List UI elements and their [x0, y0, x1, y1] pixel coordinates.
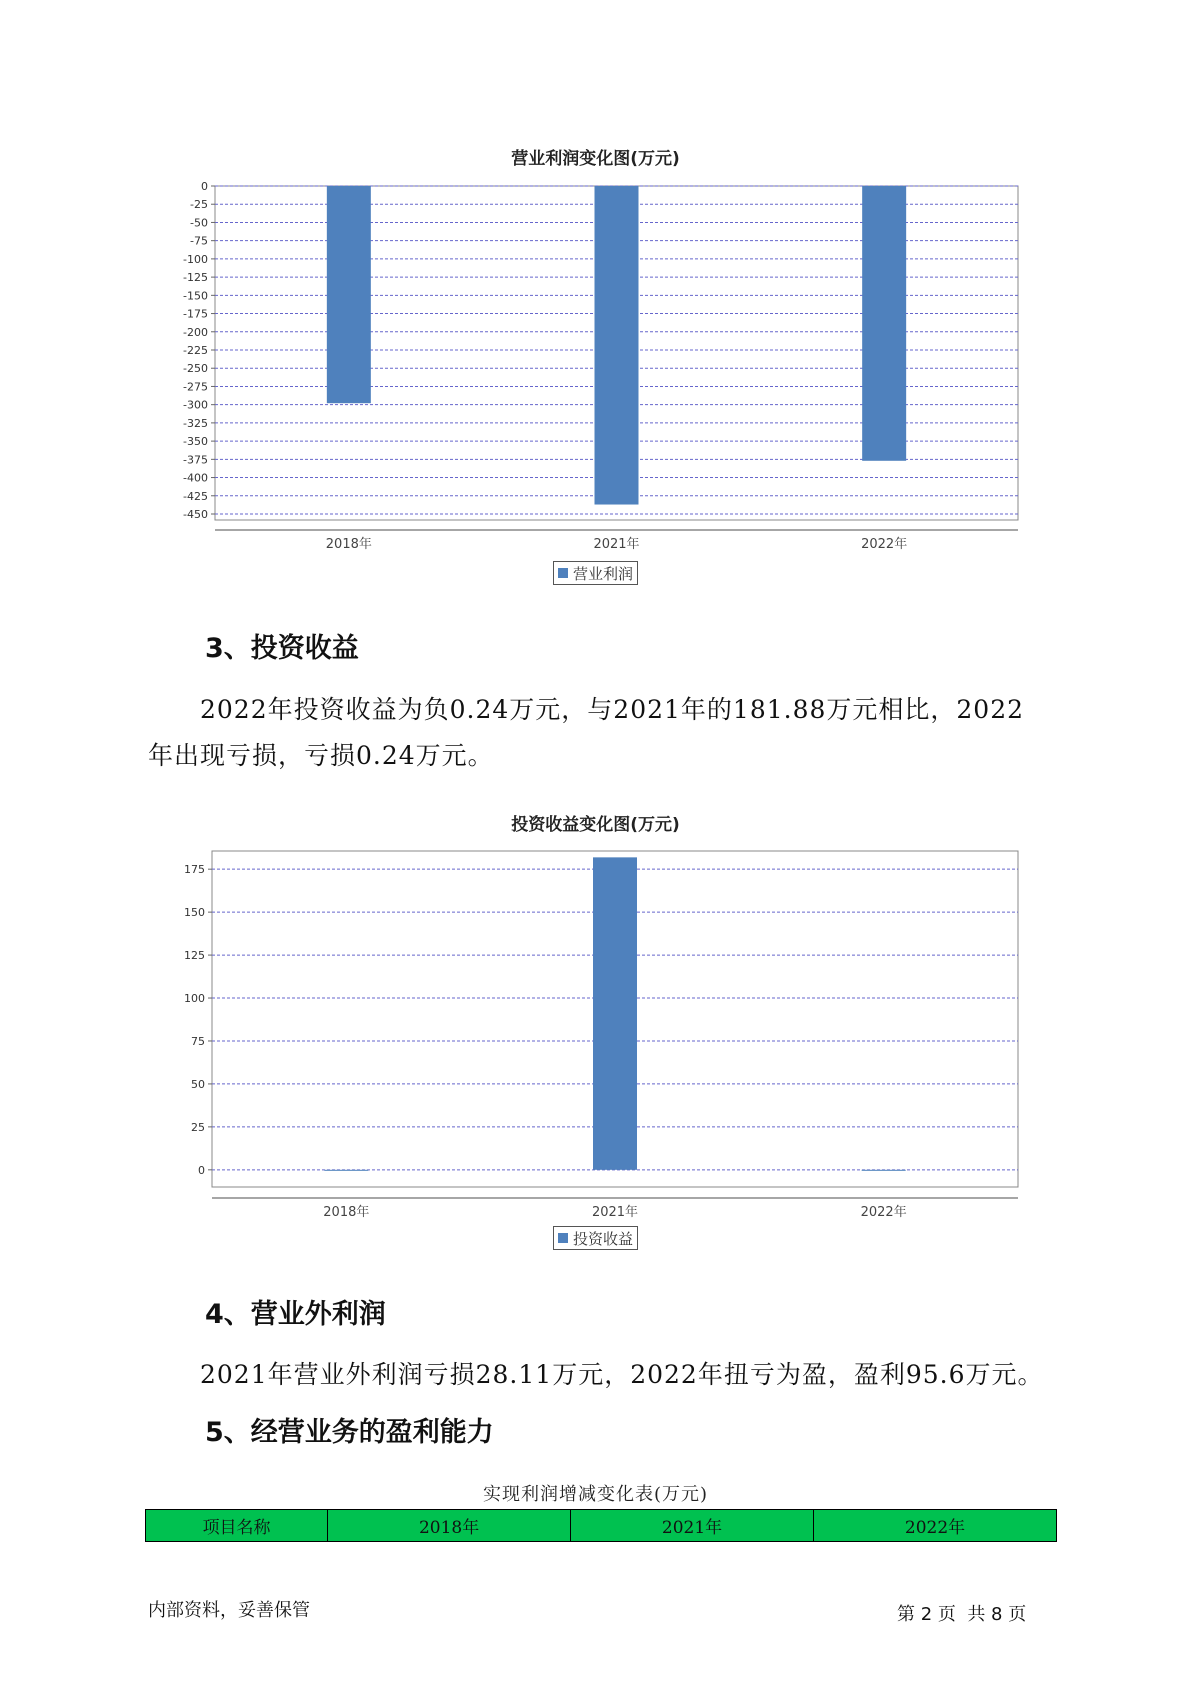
y-tick-label: -300 — [183, 398, 208, 412]
chart-2-legend-label: 投资收益 — [573, 1229, 634, 1248]
chart-1-title: 营业利润变化图(万元) — [511, 149, 680, 169]
table-header-cell: 项目名称 — [146, 1510, 328, 1542]
bar-2021年 — [593, 857, 637, 1169]
y-tick-label: 0 — [198, 1163, 205, 1177]
y-tick-label: -450 — [183, 508, 208, 521]
footer-confidential: 内部资料，妥善保管 — [148, 1600, 310, 1621]
x-tick-label: 2022年 — [861, 537, 908, 552]
section-4-text: 2021年营业外利润亏损28.11万元，2022年扭亏为盈，盈利95.6万元。 — [200, 1360, 1044, 1389]
y-tick-label: -425 — [183, 489, 208, 503]
y-tick-label: -275 — [183, 380, 208, 394]
y-tick-label: -50 — [190, 216, 208, 230]
table-header-cell: 2018年 — [328, 1510, 571, 1542]
profit-change-table — [145, 1509, 1057, 1542]
y-tick-label: 125 — [184, 949, 205, 963]
y-tick-label: 150 — [184, 906, 205, 920]
y-tick-label: 175 — [184, 863, 205, 877]
footer-page-number: 第 2 页 共 8 页 — [897, 1604, 1027, 1625]
x-tick-label: 2021年 — [591, 1205, 639, 1220]
y-tick-label: -100 — [183, 252, 208, 266]
y-tick-label: -25 — [190, 198, 208, 212]
x-tick-label: 2018年 — [323, 1205, 370, 1220]
x-tick-label: 2022年 — [860, 1205, 907, 1220]
chart-1-legend-label: 营业利润 — [573, 564, 634, 583]
section-3-heading: 3、投资收益 — [205, 633, 359, 664]
y-tick-label: -150 — [183, 289, 208, 303]
table-header-row — [146, 1510, 1057, 1542]
table-caption: 实现利润增减变化表(万元) — [482, 1484, 709, 1505]
y-tick-label: -175 — [183, 307, 208, 321]
section-5-heading: 5、经营业务的盈利能力 — [205, 1417, 494, 1448]
legend-swatch — [558, 1233, 568, 1243]
x-tick-label: 2021年 — [593, 537, 640, 552]
section-3-text: 2022年投资收益为负0.24万元，与2021年的181.88万元相比，2022年出现亏损，亏损0.24万元。 — [148, 695, 1025, 770]
y-tick-label: -400 — [183, 471, 208, 485]
y-tick-label: -75 — [190, 234, 208, 248]
bar-2018年 — [324, 1170, 368, 1171]
table-header-cell: 2022年 — [814, 1510, 1057, 1542]
y-tick-label: -250 — [183, 362, 208, 376]
section-4-heading: 4、营业外利润 — [205, 1299, 386, 1330]
y-tick-label: 100 — [184, 992, 205, 1006]
y-tick-label: -325 — [183, 416, 208, 430]
y-tick-label: 50 — [191, 1077, 205, 1091]
y-tick-label: 75 — [191, 1034, 205, 1048]
section-4-paragraph — [148, 1352, 1048, 1398]
y-tick-label: 25 — [191, 1120, 205, 1134]
y-tick-label: -350 — [183, 435, 208, 449]
y-tick-label: -125 — [183, 271, 208, 285]
chart-2-legend — [553, 1226, 638, 1250]
x-tick-label: 2018年 — [325, 537, 372, 552]
table-header-cell: 2021年 — [571, 1510, 814, 1542]
y-tick-label: 0 — [201, 180, 208, 193]
chart-2-title: 投资收益变化图(万元) — [511, 815, 680, 835]
y-tick-label: -375 — [183, 453, 208, 467]
y-tick-label: -200 — [183, 325, 208, 339]
y-tick-label: -225 — [183, 344, 208, 357]
bar-2022年 — [862, 1170, 906, 1171]
